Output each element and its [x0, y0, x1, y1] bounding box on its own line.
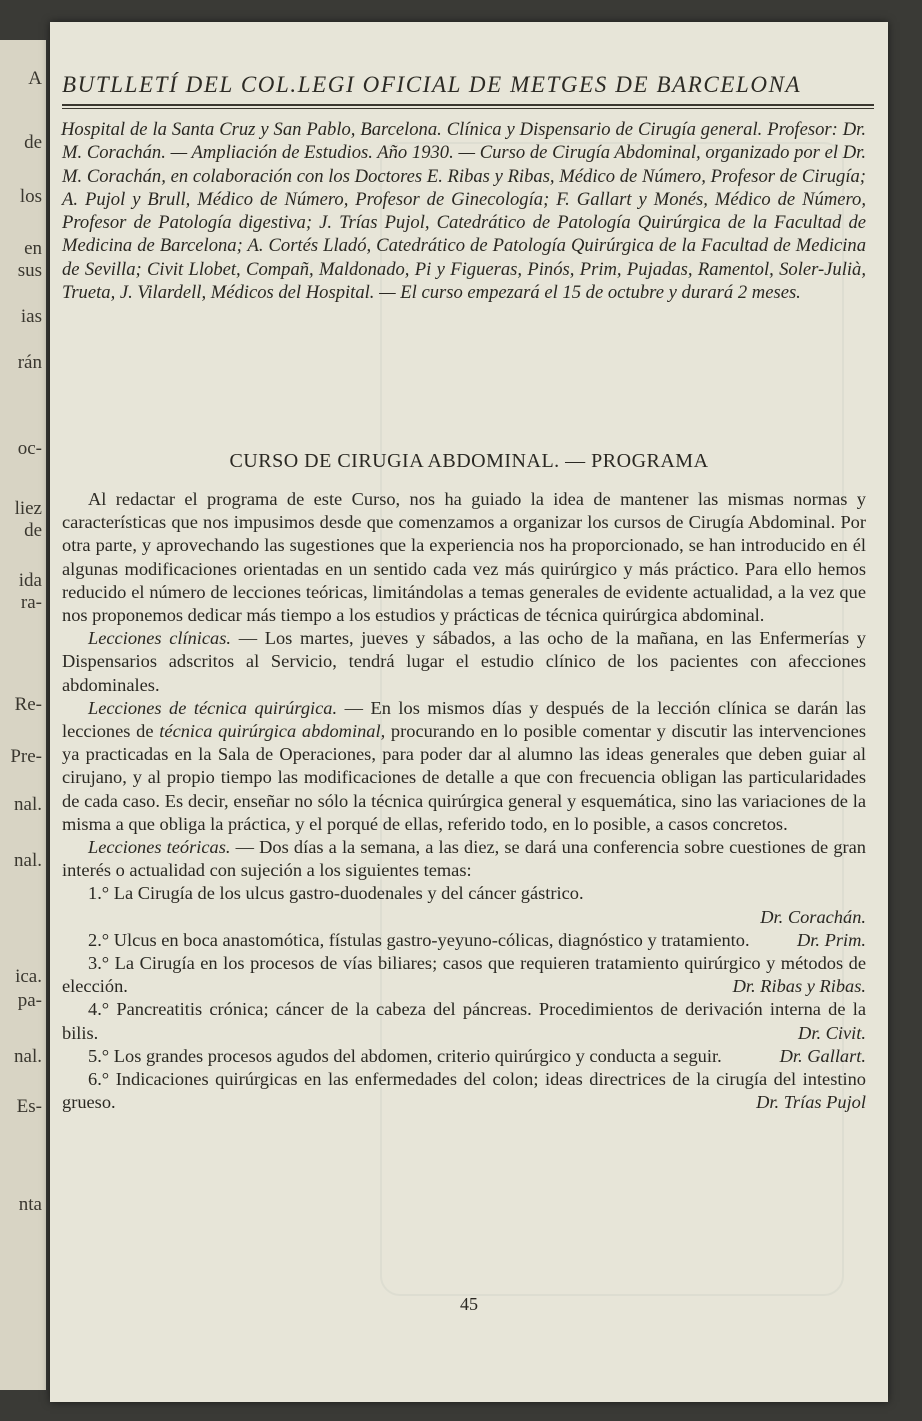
prev-page-fragment: de — [24, 132, 42, 153]
paragraph-intro: Al redactar el programa de este Curso, nos ha guiado la idea de mantener las mismas normas y características que nos impusimos desde que comenzamos a organizar los cursos de Cirugía Abdominal. Por otra parte, y aprovechando las sugestiones que la experiencia nos ha proporcionado, se han introducido en él algunas modificaciones orientadas en un sentido cada vez más quirúrgico y más práctico. Para ello hemos reducido el número de lecciones teóricas, limitándolas a temas generales de evidente actualidad, a la vez que nos proponemos dedicar más tiempo a los estudios y prácticas de técnica quirúrgica abdominal. — [62, 489, 866, 626]
document-page — [50, 22, 888, 1402]
prev-page-fragment: ias — [20, 306, 42, 327]
technique-lessons-heading: Lecciones de técnica quirúrgica. — [88, 697, 338, 718]
topic-item — [62, 998, 866, 1044]
topic-lecturer: Dr. Civit. — [798, 1022, 866, 1043]
header-rule-thin — [62, 108, 874, 109]
header-rule — [62, 104, 874, 106]
prev-page-fragment: ida — [18, 570, 42, 591]
prev-page-fragment: Es- — [16, 1096, 42, 1117]
clinical-lessons-heading: Lecciones clínicas. — [88, 628, 232, 649]
theoretical-lessons-text: — Dos días a la semana, a las diez, se dará una conferencia sobre cuestiones de gran interés o actualidad con sujeción a los siguientes temas: — [62, 837, 867, 881]
topic-lecturer: Dr. Corachán. — [760, 906, 866, 927]
prev-page-fragment: nal. — [14, 794, 42, 815]
body-text — [62, 488, 866, 1114]
technique-text-b: procurando en lo posible comentar y discutir las intervenciones ya practicadas en la Sala de Operaciones, para poder dar al alumno las ideas generales que deben guiar al cirujano, y al propio tiempo las modificaciones de detalle a que con frecuencia obligan las particularidades de cada caso. Es decir, enseñar no sólo la técnica quirúrgica general y esquemática, sino las variaciones de la misma a que obliga la práctica, y el porqué de ellas, referido todo, en lo posible, a casos concretos. — [62, 721, 866, 834]
technique-text-a: — En los mismos días y después de la lección clínica se darán las lecciones de — [62, 697, 867, 742]
prev-page-fragment: nta — [18, 1194, 42, 1215]
topic-item — [62, 1068, 866, 1114]
paragraph-clinical — [62, 627, 866, 697]
prev-page-fragment: Pre- — [10, 746, 42, 767]
prev-page-fragment: nal. — [14, 1046, 42, 1067]
topic-lecturer: Dr. Ribas y Ribas. — [732, 976, 866, 997]
topic-number: 1.° — [88, 883, 110, 904]
topic-item — [62, 929, 866, 952]
prev-page-fragment: liez — [14, 498, 42, 519]
topic-item — [62, 952, 866, 998]
topic-text: La Cirugía de los ulcus gastro-duodenales y del cáncer gástrico. — [113, 883, 584, 904]
topic-text: Indicaciones quirúrgicas en las enfermedades del colon; ideas directrices de la cirugía del intestino grueso. — [62, 1069, 866, 1113]
paragraph-technique — [62, 697, 866, 836]
topic-number: 5.° — [88, 1045, 110, 1066]
topic-lecturer: Dr. Trías Pujol — [756, 1092, 866, 1113]
prev-page-fragment: nal. — [14, 850, 42, 871]
prev-page-fragment: los — [19, 186, 42, 207]
page-number: 45 — [460, 1294, 478, 1314]
paragraph-theoretical — [62, 836, 866, 882]
topic-text: Los grandes procesos agudos del abdomen, criterio quirúrgico y conducta a seguir. — [113, 1045, 722, 1066]
topic-number: 6.° — [88, 1069, 110, 1090]
prev-page-fragment: pa- — [17, 990, 42, 1011]
clinical-lessons-text: — Los martes, jueves y sábados, a las ocho de la mañana, en las Enfermerías y Dispensarios adscritos al Servicio, tendrá lugar el estudio clínico de los pacientes con afecciones abdominales. — [62, 628, 866, 695]
topic-text: Pancreatitis crónica; cáncer de la cabeza del páncreas. Procedimientos de derivación interna de la bilis. — [62, 999, 866, 1043]
topic-item — [62, 882, 866, 928]
topic-number: 4.° — [88, 999, 110, 1020]
topic-number: 3.° — [88, 953, 110, 974]
prev-page-fragment: Re- — [14, 694, 42, 715]
topics-list — [62, 882, 866, 1114]
prev-page-fragment: en — [24, 238, 42, 259]
topic-number: 2.° — [88, 929, 110, 950]
intro-paragraph: Hospital de la Santa Cruz y San Pablo, Barcelona. Clínica y Dispensario de Cirugía general. Profesor: Dr. M. Corachán. — Ampliación de Estudios. Año 1930. — Curso de Cirugía Abdominal, organizado por el Dr. M. Corachán, en colaboración con los Doctores E. Ribas y Ribas, Médico de Número, Profesor de Cirugía; A. Pujol y Brull, Médico de Número, Profesor de Ginecología; F. Gallart y Monés, Médico de Número, Profesor de Patología digestiva; J. Trías Pujol, Catedrático de Patología Quirúrgica de la Facultad de Medicina de Barcelona; A. Cortés Lladó, Catedrático de Patología Quirúrgica de la Facultad de Medicina de Sevilla; Civit Llobet, Compañ, Maldonado, Pi y Figueras, Pinós, Prim, Pujadas, Ramentol, Soler-Julià, Trueta, J. Vilardell, Médicos del Hospital. — El curso empezará el 15 de octubre y durará 2 meses. — [61, 119, 866, 304]
prev-page-fragment: rán — [17, 352, 42, 373]
prev-page-fragment: ra- — [20, 592, 42, 613]
prev-page-fragment: oc- — [17, 438, 42, 459]
topic-item — [62, 1045, 866, 1068]
prev-page-fragment: de — [24, 520, 42, 541]
technique-text-italic: técnica quirúrgica abdominal, — [159, 721, 386, 742]
topic-text: La Cirugía en los procesos de vías biliares; casos que requieren tratamiento quirúrgico y métodos de elección. — [62, 953, 866, 997]
section-title: CURSO DE CIRUGIA ABDOMINAL. — PROGRAMA — [229, 450, 709, 472]
previous-page-edge — [0, 40, 46, 1390]
topic-text: Ulcus en boca anastomótica, fístulas gastro-yeyuno-cólicas, diagnóstico y tratamiento. — [113, 929, 750, 950]
running-head: BUTLLETÍ DEL COL.LEGI OFICIAL DE METGES DE BARCELONA — [62, 72, 802, 97]
theoretical-lessons-heading: Lecciones teóricas. — [88, 837, 231, 858]
prev-page-fragment: ica. — [15, 966, 42, 987]
topic-lecturer: Dr. Prim. — [797, 929, 866, 950]
prev-page-fragment: sus — [17, 260, 42, 281]
topic-lecturer: Dr. Gallart. — [779, 1045, 866, 1066]
prev-page-fragment: A — [28, 68, 42, 89]
